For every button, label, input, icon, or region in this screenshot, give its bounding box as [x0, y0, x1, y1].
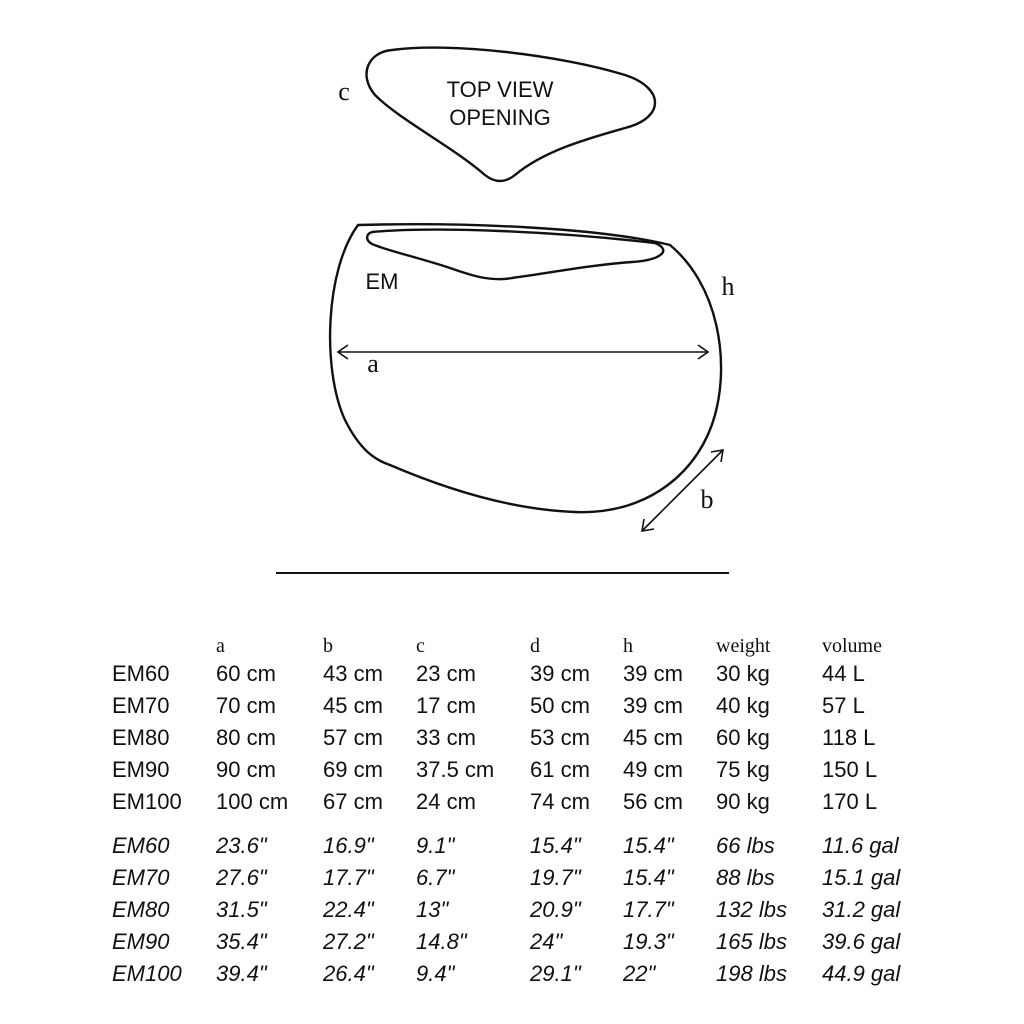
table-cell: 27.2"	[323, 929, 374, 954]
table-row-metric	[112, 786, 932, 818]
header-a: a	[216, 635, 225, 657]
table-cell: 30 kg	[716, 661, 770, 686]
table-cell: 9.1"	[416, 833, 455, 858]
table-cell: 19.3"	[623, 929, 674, 954]
table-row-imperial	[112, 894, 932, 926]
table-row-metric	[112, 690, 932, 722]
table-cell: 13"	[416, 897, 449, 922]
header-c: c	[416, 635, 425, 657]
table-cell: 53 cm	[530, 725, 590, 750]
table-cell: 57 L	[822, 693, 865, 718]
table-cell: 150 L	[822, 757, 878, 782]
table-cell: 44.9 gal	[822, 961, 901, 986]
table-cell: 45 cm	[623, 725, 683, 750]
model-cell: EM70	[112, 693, 170, 718]
table-cell: 17 cm	[416, 693, 476, 718]
table-cell: 35.4"	[216, 929, 267, 954]
table-cell: 69 cm	[323, 757, 383, 782]
header-model-blank	[112, 630, 216, 658]
header-volume: volume	[822, 635, 882, 657]
table-cell: 11.6 gal	[822, 833, 899, 858]
table-cell: 17.7"	[623, 897, 674, 922]
model-cell: EM100	[112, 789, 182, 814]
table-cell: 170 L	[822, 789, 878, 814]
table-cell: 40 kg	[716, 693, 770, 718]
table-cell: 19.7"	[530, 865, 581, 890]
table-cell: 39 cm	[623, 661, 683, 686]
table-cell: 39.4"	[216, 961, 267, 986]
table-gap-row	[112, 818, 932, 830]
table-cell: 74 cm	[530, 789, 590, 814]
table-cell: 44 L	[822, 661, 865, 686]
table-row-metric	[112, 722, 932, 754]
table-cell: 39 cm	[623, 693, 683, 718]
table-cell: 118 L	[822, 725, 876, 750]
table-row-imperial	[112, 926, 932, 958]
table-cell: 49 cm	[623, 757, 683, 782]
header-h: h	[623, 635, 633, 657]
table-cell: 22"	[623, 961, 656, 986]
table-cell: 26.4"	[323, 961, 374, 986]
table-header-row	[112, 630, 932, 658]
model-cell: EM70	[112, 865, 170, 890]
dimension-h-label: h	[721, 272, 735, 301]
table-cell: 70 cm	[216, 693, 276, 718]
table-cell: 132 lbs	[716, 897, 787, 922]
table-cell: 39.6 gal	[822, 929, 901, 954]
table-row-metric	[112, 658, 932, 690]
table-cell: 88 lbs	[716, 865, 775, 890]
table-cell: 24 cm	[416, 789, 476, 814]
table-cell: 6.7"	[416, 865, 455, 890]
table-cell: 45 cm	[323, 693, 383, 718]
table-row-imperial	[112, 830, 932, 862]
table-cell: 23 cm	[416, 661, 476, 686]
table-cell: 15.4"	[623, 833, 674, 858]
planter-body-outline	[330, 224, 721, 512]
table-cell: 165 lbs	[716, 929, 787, 954]
table-cell: 29.1"	[530, 961, 581, 986]
dimension-a-arrow	[338, 345, 708, 359]
table-cell: 61 cm	[530, 757, 590, 782]
header-d: d	[530, 635, 540, 657]
table-cell: 24"	[530, 929, 563, 954]
table-cell: 31.2 gal	[822, 897, 901, 922]
table-cell: 23.6"	[216, 833, 267, 858]
table-cell: 16.9"	[323, 833, 374, 858]
table-cell: 90 kg	[716, 789, 770, 814]
specifications-table	[112, 630, 932, 990]
table-cell: 9.4"	[416, 961, 455, 986]
top-view-label-line2: OPENING	[449, 105, 551, 130]
model-cell: EM80	[112, 897, 170, 922]
table-cell: 60 cm	[216, 661, 276, 686]
header-weight: weight	[716, 635, 771, 657]
table-cell: 14.8"	[416, 929, 467, 954]
table-cell: 75 kg	[716, 757, 770, 782]
model-cell: EM60	[112, 833, 170, 858]
table-cell: 80 cm	[216, 725, 276, 750]
table-cell: 31.5"	[216, 897, 267, 922]
table-cell: 27.6"	[216, 865, 267, 890]
table-cell: 15.4"	[623, 865, 674, 890]
table-row-imperial	[112, 958, 932, 990]
table-cell: 15.4"	[530, 833, 581, 858]
table-cell: 56 cm	[623, 789, 683, 814]
model-cell: EM80	[112, 725, 170, 750]
table-cell: 66 lbs	[716, 833, 775, 858]
table-row-imperial	[112, 862, 932, 894]
planter-rim-opening	[367, 230, 663, 280]
table-cell: 17.7"	[323, 865, 374, 890]
top-view-label-line1: TOP VIEW	[446, 77, 554, 102]
model-cell: EM60	[112, 661, 170, 686]
table-cell: 57 cm	[323, 725, 383, 750]
model-cell: EM90	[112, 757, 170, 782]
table-cell: 60 kg	[716, 725, 770, 750]
table-cell: 198 lbs	[716, 961, 787, 986]
table-cell: 39 cm	[530, 661, 590, 686]
table-cell: 50 cm	[530, 693, 590, 718]
dimension-b-label: b	[700, 485, 714, 514]
table-cell: 37.5 cm	[416, 757, 495, 782]
dimension-c-label: c	[338, 77, 350, 106]
table-cell: 20.9"	[530, 897, 581, 922]
dimension-a-label: a	[367, 349, 379, 378]
model-cell: EM100	[112, 961, 182, 986]
table-cell: 22.4"	[323, 897, 374, 922]
table-row-metric	[112, 754, 932, 786]
table-cell: 100 cm	[216, 789, 289, 814]
header-b: b	[323, 635, 333, 657]
table-cell: 43 cm	[323, 661, 383, 686]
model-cell: EM90	[112, 929, 170, 954]
model-label-em: EM	[365, 269, 399, 294]
table-cell: 67 cm	[323, 789, 383, 814]
table-cell: 90 cm	[216, 757, 276, 782]
table-cell: 33 cm	[416, 725, 476, 750]
table-cell: 15.1 gal	[822, 865, 901, 890]
